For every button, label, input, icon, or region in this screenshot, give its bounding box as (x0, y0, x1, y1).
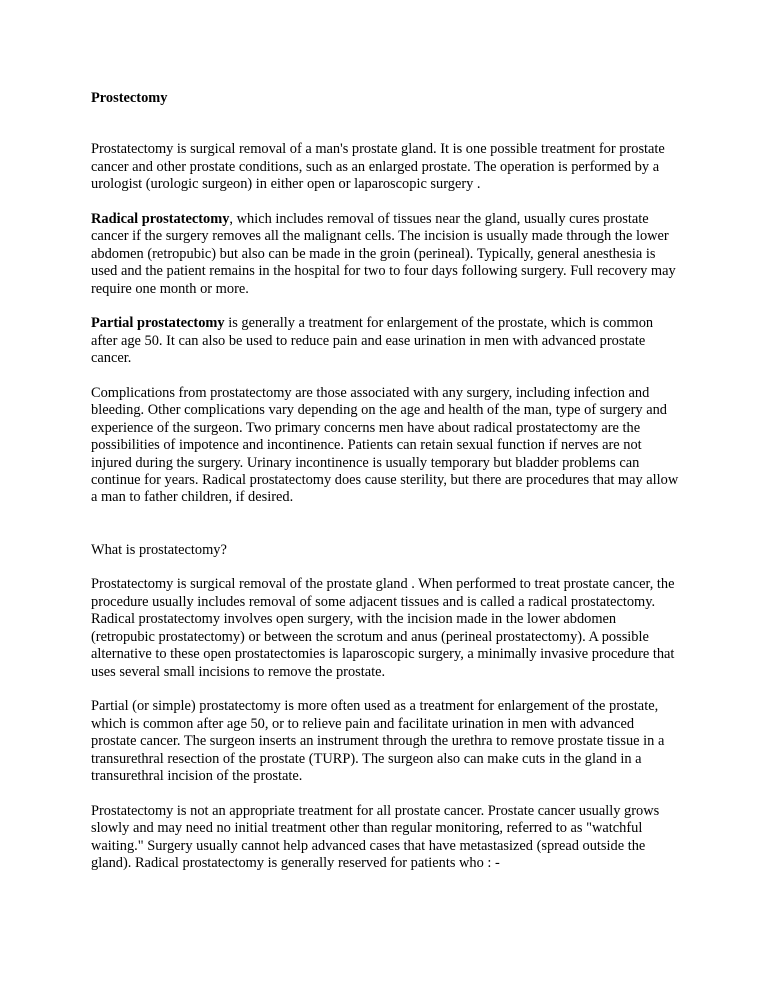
paragraph-complications: Complications from prostatectomy are those associated with any surgery, including infection and bleeding. Other complications vary depending on the age and health of the man, type of surgery and experience of the surgeon. Two primary concerns men have about radical prostatectomy are the possibilities of impotence and incontinence. Patients can retain sexual function if nerves are not injured during the surgery. Urinary incontinence is usually temporary but bladder problems can continue for years. Radical prostatectomy does cause sterility, but there are procedures that may allow a man to father children, if desired. (91, 385, 679, 506)
paragraph-definition: Prostatectomy is surgical removal of the prostate gland . When performed to treat prostate cancer, the procedure usually includes removal of some adjacent tissues and is called a radical prostatectomy. Radical prostatectomy involves open surgery, with the incision made in the lower abdomen (retropubic prostatectomy) or between the scrotum and anus (perineal prostatectomy). A possible alternative to these open prostatectomies is laparoscopic surgery, a minimally invasive procedure that uses several small incisions to remove the prostate. (91, 576, 675, 680)
section-question: What is prostatectomy? (91, 541, 227, 558)
radical-prostatectomy-term: Radical prostatectomy (91, 211, 230, 228)
paragraph-radical (91, 211, 683, 298)
paragraph-appropriate-treatment: Prostatectomy is not an appropriate treatment for all prostate cancer. Prostate cancer usually grows slowly and may need no initial treatment other than regular monitoring, referred to as "watchful waiting." Surgery usually cannot help advanced cases that have metastasized (spread outside the gland). Radical prostatectomy is generally reserved for patients who : - (91, 802, 660, 871)
radical-prostatectomy-text: , which includes removal of tissues near the gland, usually cures prostate cancer if the surgery removes all the malignant cells. The incision is usually made through the lower abdomen (retropubic) but also can be made in the groin (perineal). Typically, general anesthesia is used and the patient remains in the hospital for two to four days following surgery. Full recovery may require one month or more. (91, 211, 676, 297)
document-title: Prostectomy (91, 90, 168, 106)
paragraph-partial (91, 315, 683, 367)
partial-prostatectomy-term: Partial prostatectomy (91, 315, 225, 332)
partial-prostatectomy-text: is generally a treatment for enlargement of the prostate, which is common after age 50. It can also be used to reduce pain and ease urination in men with advanced prostate cancer. (91, 315, 654, 367)
paragraph-intro: Prostatectomy is surgical removal of a man's prostate gland. It is one possible treatment for prostate cancer and other prostate conditions, such as an enlarged prostate. The operation is performed by a urologist (urologic surgeon) in either open or laparoscopic surgery . (91, 141, 665, 193)
document-body (91, 90, 683, 890)
paragraph-simple-prostatectomy: Partial (or simple) prostatectomy is more often used as a treatment for enlargement of the prostate, which is common after age 50, or to relieve pain and facilitate urination in men with advanced prostate cancer. The surgeon inserts an instrument through the urethra to remove prostate tissue in a transurethral resection of the prostate (TURP). The surgeon also can make cuts in the gland in a transurethral incision of the prostate. (91, 698, 665, 784)
